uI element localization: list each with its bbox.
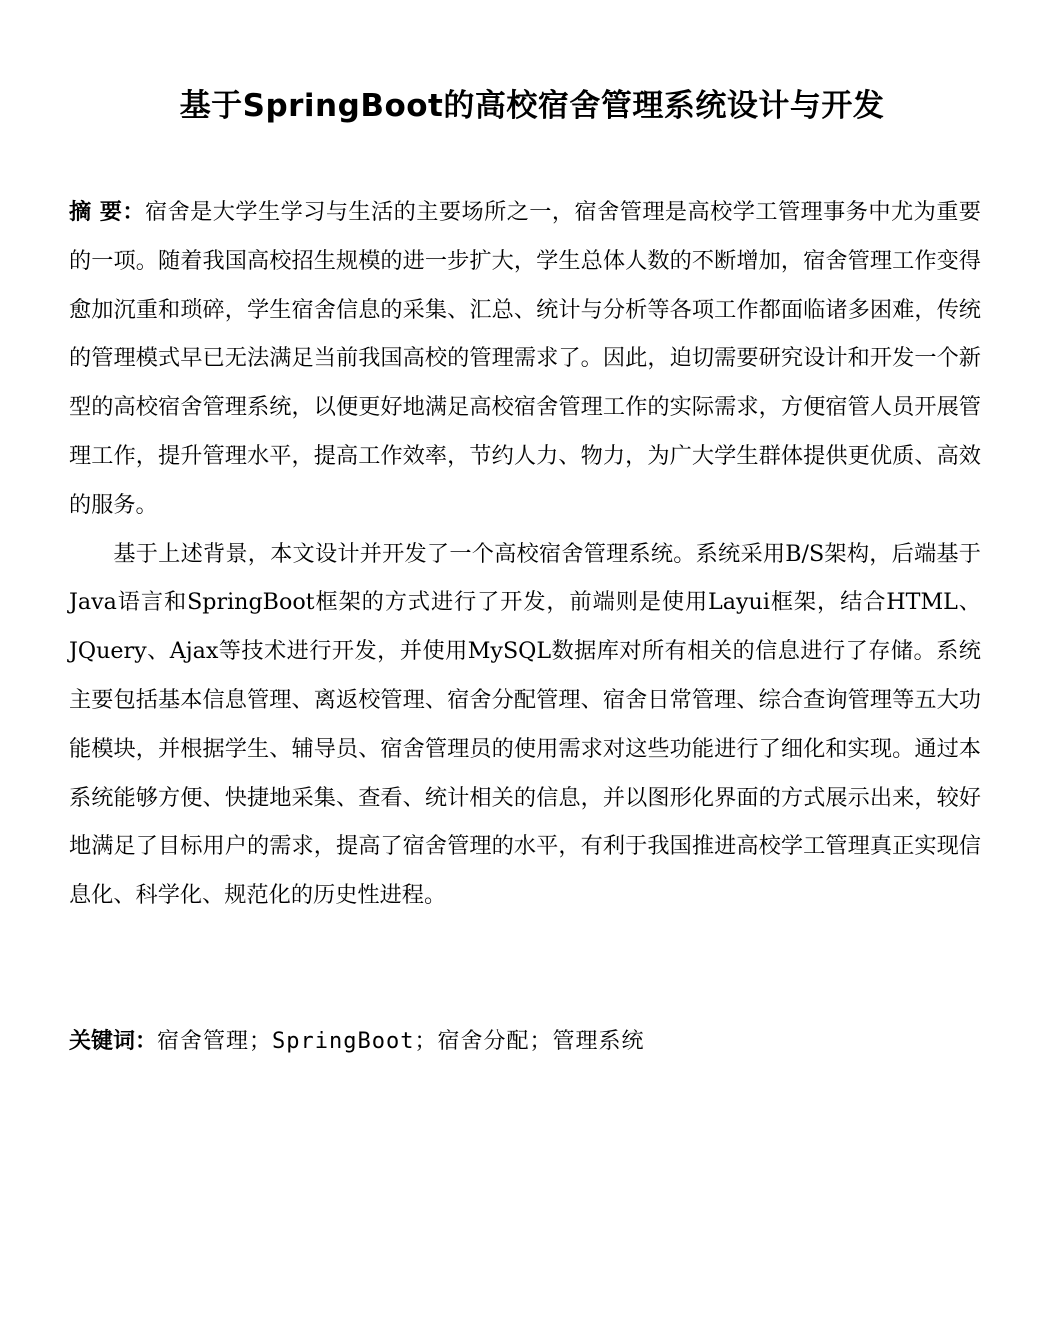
keywords-text: 宿舍管理；SpringBoot；宿舍分配；管理系统 xyxy=(157,1029,645,1054)
keywords-section xyxy=(69,1020,981,1064)
abstract-section xyxy=(69,188,981,920)
abstract-paragraph-2: 基于上述背景，本文设计并开发了一个高校宿舍管理系统。系统采用B/S架构，后端基于Java语言和SpringBoot框架的方式进行了开发，前端则是使用Layui框架，结合HTML、JQuery、Ajax等技术进行开发，并使用MySQL数据库对所有相关的信息进行了存储。系统主要包括基本信息管理、离返校管理、宿舍分配管理、宿舍日常管理、综合查询管理等五大功能模块，并根据学生、辅导员、宿舍管理员的使用需求对这些功能进行了细化和实现。通过本系统能够方便、快捷地采集、查看、统计相关的信息，并以图形化界面的方式展示出来，较好地满足了目标用户的需求，提高了宿舍管理的水平，有利于我国推进高校学工管理真正实现信息化、科学化、规范化的历史性进程。 xyxy=(69,540,981,909)
abstract-paragraph-1-text: 宿舍是大学生学习与生活的主要场所之一，宿舍管理是高校学工管理事务中尤为重要的一项。随着我国高校招生规模的进一步扩大，学生总体人数的不断增加，宿舍管理工作变得愈加沉重和琐碎，学生宿舍信息的采集、汇总、统计与分析等各项工作都面临诸多困难，传统的管理模式早已无法满足当前我国高校的管理需求了。因此，迫切需要研究设计和开发一个新型的高校宿舍管理系统，以便更好地满足高校宿舍管理工作的实际需求，方便宿管人员开展管理工作，提升管理水平，提高工作效率，节约人力、物力，为广大学生群体提供更优质、高效的服务。 xyxy=(69,199,981,518)
keywords-label: 关键词： xyxy=(69,1029,158,1054)
abstract-paragraph-1 xyxy=(69,188,981,530)
abstract-label: 摘 要： xyxy=(69,199,145,225)
paper-title: 基于SpringBoot的高校宿舍管理系统设计与开发 xyxy=(179,88,885,124)
